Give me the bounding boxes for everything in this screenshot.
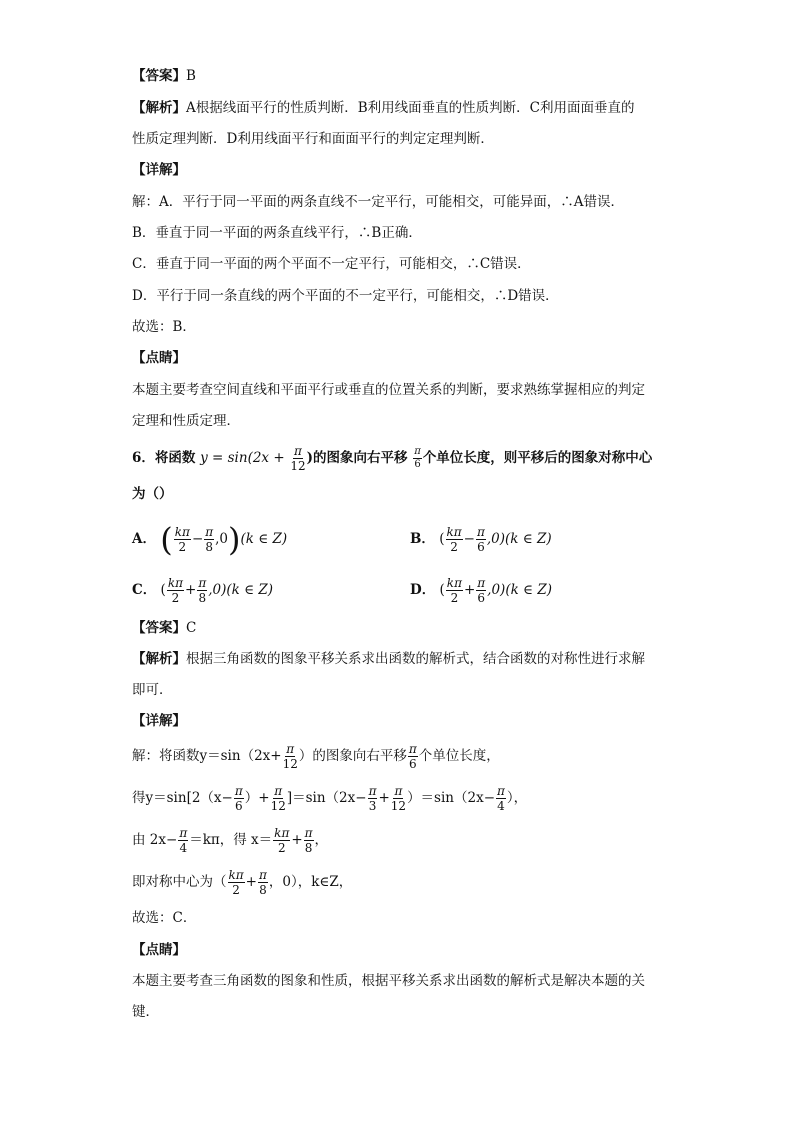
- comment-line-2b: 键．: [132, 1004, 159, 1020]
- choose-line-2: 故选：C．: [132, 910, 197, 926]
- comment-line-2a: 本题主要考查三角函数的图象和性质，根据平移关系求出函数的解析式是解决本题的关: [132, 973, 645, 989]
- solution-step-4: 即对称中心为（ $\frac{k\pi}{2}$ + $\frac{\pi}{8}$ ，0），k∈Z，: [132, 868, 353, 897]
- detail-line-c: C．垂直于同一平面的两个平面不一定平行，可能相交，∴C错误．: [132, 256, 531, 272]
- analysis-line-2a: 【解析】根据三角函数的图象平移关系求出函数的解析式，结合函数的对称性进行求解: [132, 651, 645, 667]
- detail-line-a: 解：A．平行于同一平面的两条直线不一定平行，可能相交，可能异面，∴A错误．: [132, 194, 624, 210]
- q6-function: y = sin(2x +: [200, 450, 285, 466]
- q6-fraction-pi-12: $\frac{\pi}{12}$: [290, 444, 306, 473]
- option-d-label: D．: [410, 582, 436, 598]
- q6-stem-b: )的图象向右平移: [306, 450, 408, 466]
- answer-value: B: [186, 68, 196, 84]
- solution-step-1: 解：将函数y＝sin（2x+ $\frac{\pi}{12}$ ）的图象向右平移 $\frac{\pi}{6}$ 个单位长度，: [132, 742, 500, 771]
- solution-step-3: 由 2x− $\frac{\pi}{4}$ ＝kπ，得 x＝ $\frac{k\pi}{2}$ + $\frac{\pi}{8}$ ，: [132, 826, 329, 855]
- analysis-line-2b: 即可．: [132, 682, 173, 698]
- detail-tag-2: 【详解】: [132, 713, 186, 729]
- q6-stem-a: 6．将函数: [132, 450, 196, 466]
- option-c-label: C．: [132, 582, 157, 598]
- answer-tag: 【答案】: [132, 68, 186, 84]
- answer-tag-2: 【答案】: [132, 620, 186, 636]
- option-a-label: A．: [132, 531, 156, 547]
- option-d: D． ( $\frac{k\pi}{2}$ + $\frac{\pi}{6}$ ,0)(k ∈ Z): [410, 576, 552, 605]
- analysis-text: A根据线面平行的性质判断．B利用线面垂直的性质判断．C利用面面垂直的: [186, 100, 635, 116]
- detail-line-d: D．平行于同一条直线的两个平面的不一定平行，可能相交，∴D错误．: [132, 288, 559, 304]
- detail-tag: 【详解】: [132, 162, 186, 178]
- option-b-label: B．: [410, 531, 435, 547]
- choose-line: 故选：B．: [132, 319, 196, 335]
- comment-tag-2: 【点睛】: [132, 942, 186, 958]
- detail-line-b: B．垂直于同一平面的两条直线平行，∴B正确．: [132, 225, 422, 241]
- q6-fraction-pi-6: $\frac{\pi}{6}$: [414, 446, 421, 470]
- analysis-line-2: 性质定理判断．D利用线面平行和面面平行的判定定理判断．: [132, 131, 494, 147]
- solution-step-2: 得y＝sin[2（x− $\frac{\pi}{6}$ ）+ $\frac{\pi}{12}$ ]＝sin（2x− $\frac{\pi}{3}$ + $\frac{\pi}{12}$ ）＝sin（2x− $\frac{\pi}{4}$ ），: [132, 784, 528, 813]
- answer-line-1: [132, 66, 196, 86]
- answer-value-2: C: [186, 620, 197, 636]
- option-a: A． ( $\frac{k\pi}{2}$ − $\frac{\pi}{8}$ ,0)(k ∈ Z): [132, 520, 288, 559]
- q6-stem-d: 为（）: [132, 486, 173, 502]
- answer-line-2: [132, 618, 196, 638]
- analysis-line-1: [132, 98, 635, 118]
- question-6-stem: [132, 440, 652, 476]
- comment-line-1: 本题主要考查空间直线和平面平行或垂直的位置关系的判断，要求熟练掌握相应的判定: [132, 382, 645, 398]
- q6-stem-c: 个单位长度，则平移后的图象对称中心: [422, 450, 653, 466]
- comment-tag: 【点睛】: [132, 350, 186, 366]
- analysis-tag-2: 【解析】: [132, 651, 186, 667]
- option-b: B． ( $\frac{k\pi}{2}$ − $\frac{\pi}{6}$ ,0)(k ∈ Z): [410, 525, 552, 554]
- option-c: C． ( $\frac{k\pi}{2}$ + $\frac{\pi}{8}$ ,0)(k ∈ Z): [132, 576, 274, 605]
- analysis-tag: 【解析】: [132, 100, 186, 116]
- comment-line-2: 定理和性质定理．: [132, 413, 240, 429]
